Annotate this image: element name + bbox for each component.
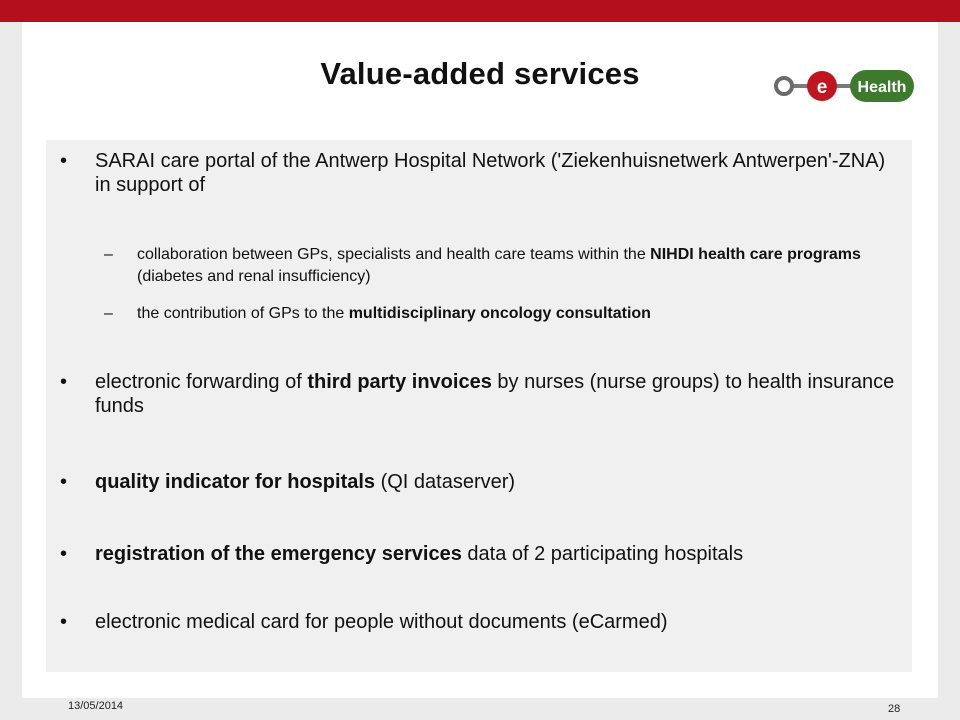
footer-date: 13/05/2014 [68, 700, 124, 712]
bullet-marker: • [60, 611, 68, 633]
bullet-sarai [95, 149, 895, 197]
bullet-quality-bold: quality indicator for hospitals [95, 471, 376, 493]
subbullet-oncology [137, 303, 907, 325]
bullet-marker: • [60, 471, 68, 493]
bullet-marker: • [60, 150, 68, 172]
bullet-invoices-text: electronic forwarding of [95, 371, 308, 393]
bullet-marker: • [60, 371, 68, 393]
subbullet-collaboration-bold: NIHDI health care programs [650, 246, 861, 263]
subbullet-oncology-bold: multidisciplinary oncology consultation [348, 305, 651, 322]
bullet-emergency [95, 542, 895, 566]
bullet-marker: • [60, 543, 68, 565]
subbullet-collaboration-text: collaboration between GPs, specialists and health care teams within the [137, 246, 651, 263]
bullet-invoices-tail: by nurses (nurse groups) to health insurance funds [95, 371, 895, 417]
content-box [46, 140, 912, 672]
bullet-quality [95, 470, 895, 494]
slide-title: Value-added services [320, 56, 640, 91]
subbullet-collaboration [137, 244, 907, 288]
bullet-ecarmed [95, 610, 895, 634]
page-number: 28 [888, 703, 901, 715]
ehealth-logo [770, 64, 916, 108]
subbullet-oncology-text: the contribution of GPs to the [137, 305, 349, 322]
bullet-invoices [95, 370, 895, 418]
logo-ring-icon [776, 78, 792, 94]
top-red-bar [0, 0, 960, 22]
logo-health-text: Health [857, 79, 907, 96]
subbullet-marker: – [104, 246, 113, 263]
bullet-invoices-bold: third party invoices [307, 371, 492, 393]
bullet-emergency-tail: data of 2 participating hospitals [461, 543, 744, 565]
bullet-sarai-text: SARAI care portal of the Antwerp Hospital Network ('Ziekenhuisnetwerk Antwerpen'-ZNA) in support of [95, 150, 886, 196]
bullet-emergency-bold: registration of the emergency services [95, 543, 462, 565]
subbullet-collaboration-tail: (diabetes and renal insufficiency) [137, 268, 371, 285]
bullet-ecarmed-text: electronic medical card for people without documents (eCarmed) [95, 611, 668, 633]
bullet-quality-tail: (QI dataserver) [375, 471, 516, 493]
subbullet-marker: – [104, 305, 113, 322]
logo-e-letter: e [816, 77, 828, 98]
